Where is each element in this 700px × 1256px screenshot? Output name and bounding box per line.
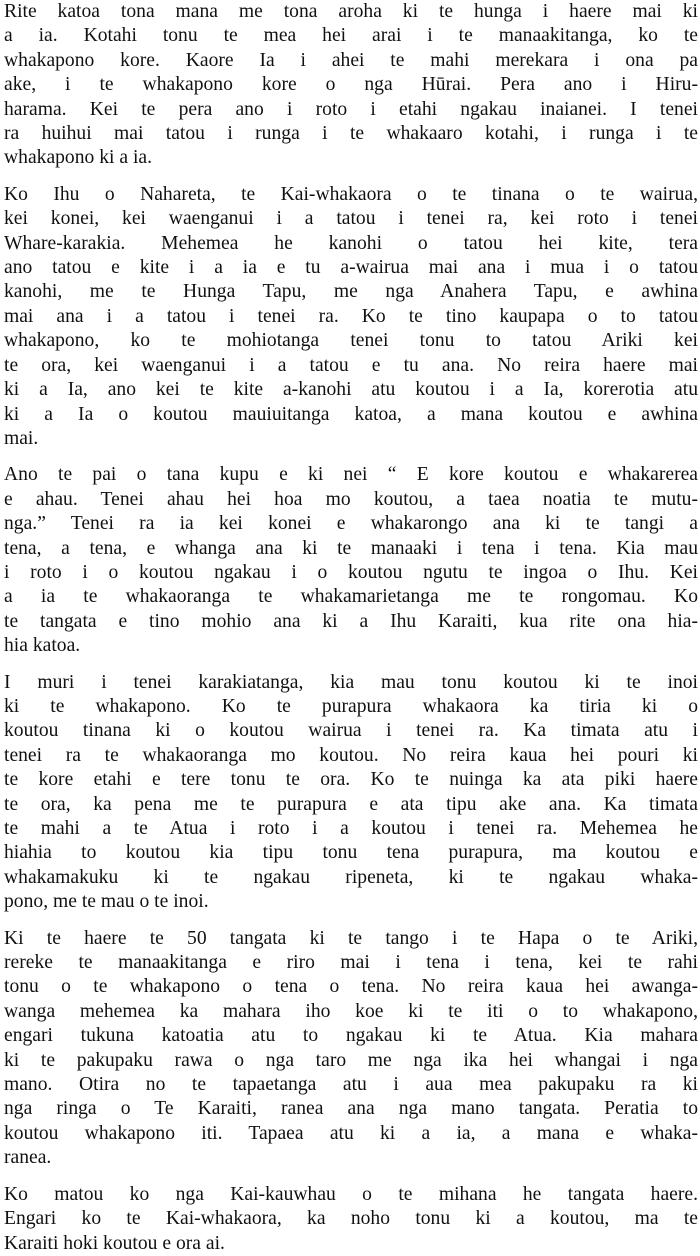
text-line: koutou tinana ki o koutou wairua i tenei ra. Ka timata atu i [4, 720, 698, 742]
text-line: ake, i te whakapono kore o nga Hūrai. Pera ano i Hiru- [4, 74, 698, 96]
text-line: te tangata e tino mohio ana ki a Ihu Karaiti, kua rite ona hia- [4, 610, 698, 632]
text-line: Engari ko te Kai-whakaora, ka noho tonu ki a koutou, ma te [4, 1208, 698, 1230]
text-line: te ora, ka pena me te purapura e ata tipu ake ana. Ka timata [4, 793, 698, 815]
text-line: engari tukuna katoatia atu to ngakau ki te Atua. Kia mahara [4, 1025, 698, 1047]
text-line: te kore etahi e tere tonu te ora. Ko te nuinga ka ata piki haere [4, 769, 698, 791]
text-line: pono, me te mau o te inoi. [4, 891, 209, 913]
text-line: wanga mehemea ka mahara iho koe ki te iti o to whakapono, [4, 1000, 698, 1022]
text-line: tonu o te whakapono o tena o tena. No reira kaua hei awanga- [4, 976, 698, 998]
text-line: Ko Ihu o Nahareta, te Kai-whakaora o te tinana o te wairua, [4, 183, 698, 205]
paragraph-4 [4, 671, 698, 915]
text-line: hiahia to koutou kia tipu tonu tena purapura, ma koutou e [4, 842, 698, 864]
text-line: mano. Otira no te tapaetanga atu i aua mea pakupaku ra ki [4, 1074, 698, 1096]
text-line: tena, a tena, e whanga ana ki te manaaki i tena i tena. Kia mau [4, 537, 698, 559]
text-line: kei konei, kei waenganui i a tatou i tenei ra, kei roto i tenei [4, 208, 698, 230]
text-line: Ano te pai o tana kupu e ki nei “ E kore koutou e whakarerea [4, 464, 698, 486]
paragraph-2 [4, 183, 698, 451]
text-line: Karaiti hoki koutou e ora ai. [4, 1232, 225, 1254]
text-line: I muri i tenei karakiatanga, kia mau tonu koutou ki te inoi [4, 671, 698, 693]
text-line: rereke te manaakitanga e riro mai i tena i tena, kei te rahi [4, 952, 698, 974]
text-line: te mahi a te Atua i roto i a koutou i tenei ra. Mehemea he [4, 818, 698, 839]
text-line: ra huihui mai tatou i runga i te whakaaro kotahi, i runga i te [4, 123, 698, 145]
text-line: ki te whakapono. Ko te purapura whakaora ka tiria ki o [4, 695, 698, 717]
paragraph-1 [4, 0, 698, 171]
text-line: Rite katoa tona mana me tona aroha ki te hunga i haere mai ki [4, 1, 698, 22]
document-page [4, 0, 698, 1254]
text-line: Whare-karakia. Mehemea he kanohi o tatou hei kite, tera [4, 232, 698, 254]
text-line: a ia te whakaoranga te whakamarietanga me te rongomau. Ko [4, 586, 698, 608]
text-line: nga.” Tenei ra ia kei konei e whakarongo ana ki te tangi a [4, 513, 698, 535]
text-line: whakamakuku ki te ngakau ripeneta, ki te ngakau whaka- [4, 866, 698, 888]
text-line: nga ringa o Te Karaiti, ranea ana nga mano tangata. Peratia to [4, 1098, 698, 1120]
text-line: a ia. Kotahi tonu te mea hei arai i te manaakitanga, ko te [4, 25, 698, 47]
text-line: i roto i o koutou ngakau i o koutou ngutu te ingoa o Ihu. Kei [4, 561, 698, 583]
paragraph-6 [4, 1183, 698, 1256]
text-line: ki a Ia, ano kei te kite a-kanohi atu koutou i a Ia, korerotia atu [4, 379, 698, 401]
text-line: whakapono kore. Kaore Ia i ahei te mahi merekara i ona pa [4, 49, 698, 71]
text-line: tenei ra te whakaoranga mo koutou. No reira kaua hei pouri ki [4, 744, 698, 766]
text-line: ano tatou e kite i a ia e tu a-wairua mai ana i mua i o tatou [4, 257, 698, 279]
text-line: kanohi, me te Hunga Tapu, me nga Anahera Tapu, e awhina [4, 281, 698, 303]
text-line: hia katoa. [4, 635, 81, 657]
text-line: whakapono, ko te mohiotanga tenei tonu to tatou Ariki kei [4, 330, 698, 352]
text-line: koutou whakapono iti. Tapaea atu ki a ia, a mana e whaka- [4, 1122, 698, 1144]
text-line: ranea. [4, 1147, 52, 1169]
text-line: ki te pakupaku rawa o nga taro me nga ika hei whangai i nga [4, 1049, 698, 1071]
text-line: Ki te haere te 50 tangata ki te tango i te Hapa o te Ariki, [4, 927, 698, 949]
text-line: whakapono ki a ia. [4, 147, 152, 169]
text-line: mai ana i a tatou i tenei ra. Ko te tino kaupapa o to tatou [4, 305, 698, 327]
text-line: te ora, kei waenganui i a tatou e tu ana. No reira haere mai [4, 354, 698, 376]
text-line: harama. Kei te pera ano i roto i etahi ngakau inaianei. I tenei [4, 98, 698, 120]
text-line: mai. [4, 427, 39, 449]
paragraph-5 [4, 927, 698, 1171]
text-line: ki a Ia o koutou mauiuitanga katoa, a mana koutou e awhina [4, 403, 698, 425]
paragraph-3 [4, 463, 698, 658]
text-line: Ko matou ko nga Kai-kauwhau o te mihana he tangata haere. [4, 1183, 698, 1205]
text-line: e ahau. Tenei ahau hei hoa mo koutou, a taea noatia te mutu- [4, 488, 698, 510]
